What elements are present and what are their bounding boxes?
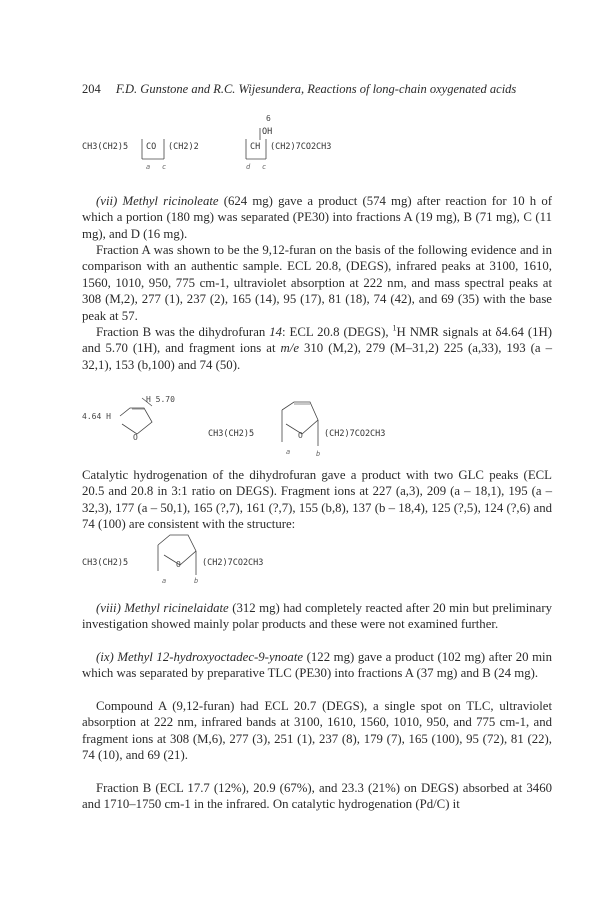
structure2-frag-a: a <box>286 448 291 456</box>
structure2-frag-b: b <box>316 450 321 458</box>
structure1-frag-d: d <box>246 163 251 171</box>
fraction-b-text-2: : ECL 20.8 (DEGS), <box>282 325 393 339</box>
structure1-frag-a: a <box>146 163 151 171</box>
structure3-ring-o: O <box>176 560 181 569</box>
structure3-frag-b: b <box>194 577 199 585</box>
running-title: F.D. Gunstone and R.C. Wijesundera, Reactions of long-chain oxygenated acids <box>115 82 517 96</box>
structure1-part-4: CH <box>250 142 261 152</box>
structure-keto-hydroxy-ester <box>82 113 382 173</box>
structure3-frag-a: a <box>162 577 167 585</box>
page-number: 204 <box>82 82 101 96</box>
fraction-b-text-1: Fraction B was the dihydrofuran <box>96 325 270 339</box>
paragraph-viii <box>82 600 552 633</box>
paragraph-ix <box>82 649 552 682</box>
structure2-right-chain: (CH2)7CO2CH3 <box>324 429 386 439</box>
structure1-part-3: (CH2)2 <box>168 142 199 152</box>
structure1-oh: OH <box>262 127 273 137</box>
structure1-part-5: (CH2)7CO2CH3 <box>270 142 332 152</box>
structure1-part-1: CH3(CH2)5 <box>82 142 129 152</box>
paragraph-fraction-a: Fraction A was shown to be the 9,12-furan on the basis of the following evidence and in comparison with an authentic sample. ECL 20.8, (DEGS), infrared peaks at 3100, 1610, 1560, 1010, 950, 775 cm-1, ultraviolet absorption at 222 nm, and mass spectral peaks at 308 (M,2), 277 (1), 237 (2), 165 (14), 95 (17), 81 (18), 74 (42), and 69 (35) with the base peak at 57. <box>82 243 552 323</box>
structure-dihydrofuran <box>82 390 402 462</box>
paragraph-hydrogenation: Catalytic hydrogenation of the dihydrofuran gave a product with two GLC peaks (ECL 20.5 and 20.8 in 3:1 ratio on DEGS). Fragment ions at 227 (a,3), 209 (a – 18,1), 195 (a – 32,3), 177 (a – 50,1), 165 (?,7), 161 (?,7), 155 (b,8), 137 (b – 18,4), 125 (?,5), 124 (?,6) and 74 (100) are consistent with the structure: <box>82 468 552 532</box>
paragraph-ix-text: (122 mg) gave a product (102 mg) after 20 min which was separated by preparative TLC (PE30) into fractions A (37 mg) and B (24 mg). <box>82 650 553 681</box>
structure3-left-chain: CH3(CH2)5 <box>82 558 129 568</box>
structure2-h-label-right: H 5.70 <box>146 395 175 404</box>
structure1-frag-c2: c <box>262 163 267 171</box>
compound-title-vii: (vii) Methyl ricinoleate <box>96 194 219 208</box>
paragraph-vii-text: (624 mg) gave a product (574 mg) after reaction for 10 h of which a portion (180 mg) was separated (PE30) into fractions A (19 mg), B (71 mg), C (11 mg), and D (16 mg). <box>82 194 552 241</box>
fraction-b-text-4: 310 (M,2), 279 (M–31,2) 225 (a,33), 193 (a – 32,1), 153 (b,100) and 74 (50). <box>82 341 552 372</box>
structure2-ring-o: O <box>298 431 303 440</box>
paragraph-fraction-b-2: Fraction B (ECL 17.7 (12%), 20.9 (67%), and 23.3 (21%) on DEGS) absorbed at 3460 and 1710–1750 cm-1 in the infrared. On catalytic hydrogenation (Pd/C) it <box>82 781 552 812</box>
structure3-right-chain: (CH2)7CO2CH3 <box>202 558 264 568</box>
nmr-superscript: 1 <box>392 323 397 333</box>
compound-number: 14 <box>269 325 283 339</box>
paragraph-vii <box>82 193 552 242</box>
structure1-top-number: 6 <box>266 114 271 123</box>
structure-tetrahydrofuran <box>82 525 302 587</box>
structure2-ring-o-left: O <box>133 433 138 442</box>
fraction-b-text-3: H NMR signals at δ4.64 (1H) and 5.70 (1H), and fragment ions at <box>82 325 552 356</box>
structure1-frag-c1: c <box>162 163 167 171</box>
structure1-part-2: CO <box>146 142 157 152</box>
structure2-h-label-left: 4.64 H <box>82 412 111 421</box>
paragraph-compound-a: Compound A (9,12-furan) had ECL 20.7 (DEGS), a single spot on TLC, ultraviolet absorption at 222 nm, infrared bands at 3100, 1610, 1560, 1010, 950, and 775 cm-1, and fragment ions at 308 (M,6), 277 (3), 251 (1), 237 (8), 179 (7), 165 (100), 95 (72), 81 (22), 74 (10), and 69 (21). <box>82 699 552 763</box>
compound-title-ix: (ix) Methyl 12-hydroxyoctadec-9-ynoate <box>96 650 304 664</box>
paragraph-fraction-b <box>82 324 552 373</box>
structure2-left-chain: CH3(CH2)5 <box>208 429 255 439</box>
running-header <box>82 82 516 97</box>
paragraph-viii-text: (312 mg) had completely reacted after 20 min but preliminary investigation showed mainly polar products and these were not examined further. <box>82 601 552 632</box>
mz-label: m/e <box>280 341 299 356</box>
compound-title-viii: (viii) Methyl ricinelaidate <box>96 601 229 615</box>
